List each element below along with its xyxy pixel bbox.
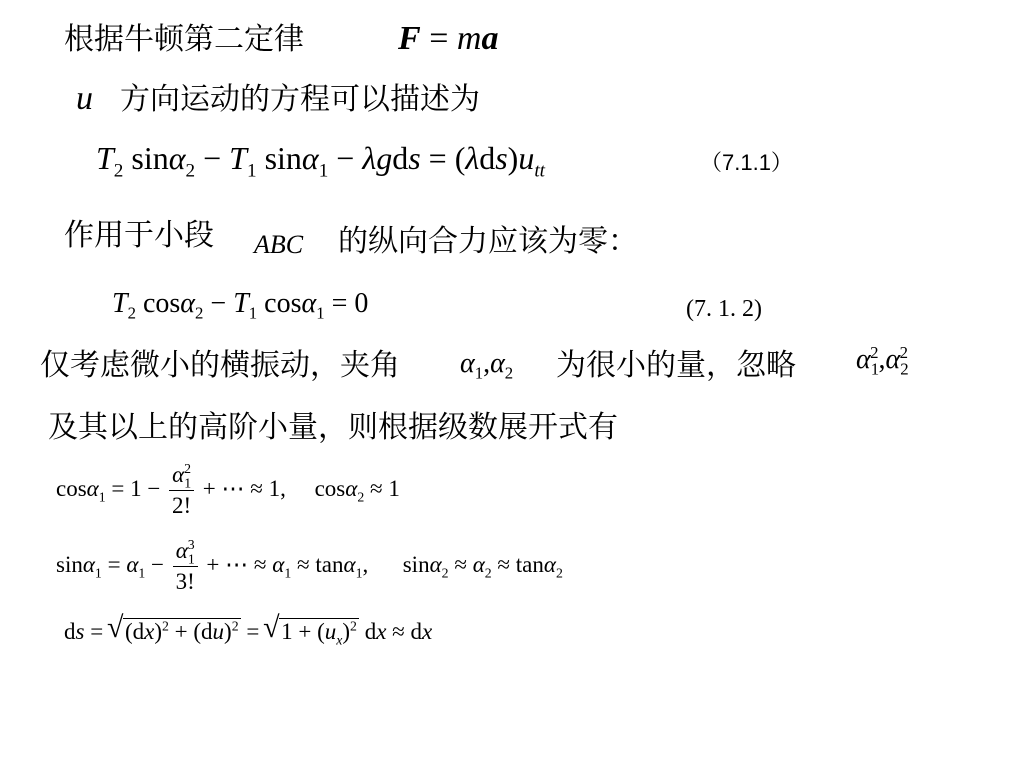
sin-expansion: $\sin\alpha_1 = \alpha_1$ − $\frac{\alpha_1^3}{3!}$ + ⋯ ≈ $\alpha_1 \approx \tan\alpha_1$, $\sin\alpha_2 \approx \alpha_2 \approx \tan\alpha_2$ <box>56 537 563 594</box>
equation-7-1-2: $T_2$ $\cos\alpha_2 - T_1$ cosα$_1$ = 0 <box>112 288 369 323</box>
segment-text-before: 作用于小段 <box>64 218 214 253</box>
series-expansion-text: 及其以上的高阶小量，则根据级数展开式有 <box>48 410 618 445</box>
small-quantity-text: 为很小的量，忽略 <box>556 348 796 383</box>
equation-number-7-1-2: (7. 1. 2) <box>686 296 762 322</box>
ds-expansion: ds = √ (dx)$^2$ + (du)$^2$ = √ $1 + (u_x)^2$ dx ≈ dx <box>64 618 432 645</box>
newton-law-equation <box>398 20 498 58</box>
segment-abc: ABC <box>254 230 304 259</box>
u-symbol: u <box>76 80 93 117</box>
equals-sign: = <box>420 20 457 57</box>
cos-expansion: cosα$_1$ = 1 − $\frac{\alpha_1^2}{2!}$ + ⋯ ≈ 1, cosα$_2$ ≈ 1 <box>56 461 400 518</box>
mass-symbol: m <box>456 20 482 57</box>
segment-text-after: 的纵向合力应该为零： <box>338 224 638 259</box>
acceleration-symbol: a <box>481 20 499 57</box>
equation-7-1-1: $T_2$ $\sin\alpha_2 - T_1$ $\sin\alpha_1 - \lambda gds = (\lambda ds)u_{tt}$ <box>96 140 545 182</box>
newton-law-text: 根据牛顿第二定律 <box>64 22 304 57</box>
alpha-1-2: $\alpha_1,\alpha_2$ <box>460 348 514 383</box>
motion-equation-text: 方向运动的方程可以描述为 <box>120 82 480 117</box>
alpha-squared: $\alpha_1^2,\alpha_2^2$ <box>856 342 909 379</box>
small-vibration-text: 仅考虑微小的横振动，夹角 <box>40 348 400 383</box>
force-symbol: F <box>398 20 421 57</box>
equation-number-7-1-1: （7.1.1） <box>700 150 793 175</box>
